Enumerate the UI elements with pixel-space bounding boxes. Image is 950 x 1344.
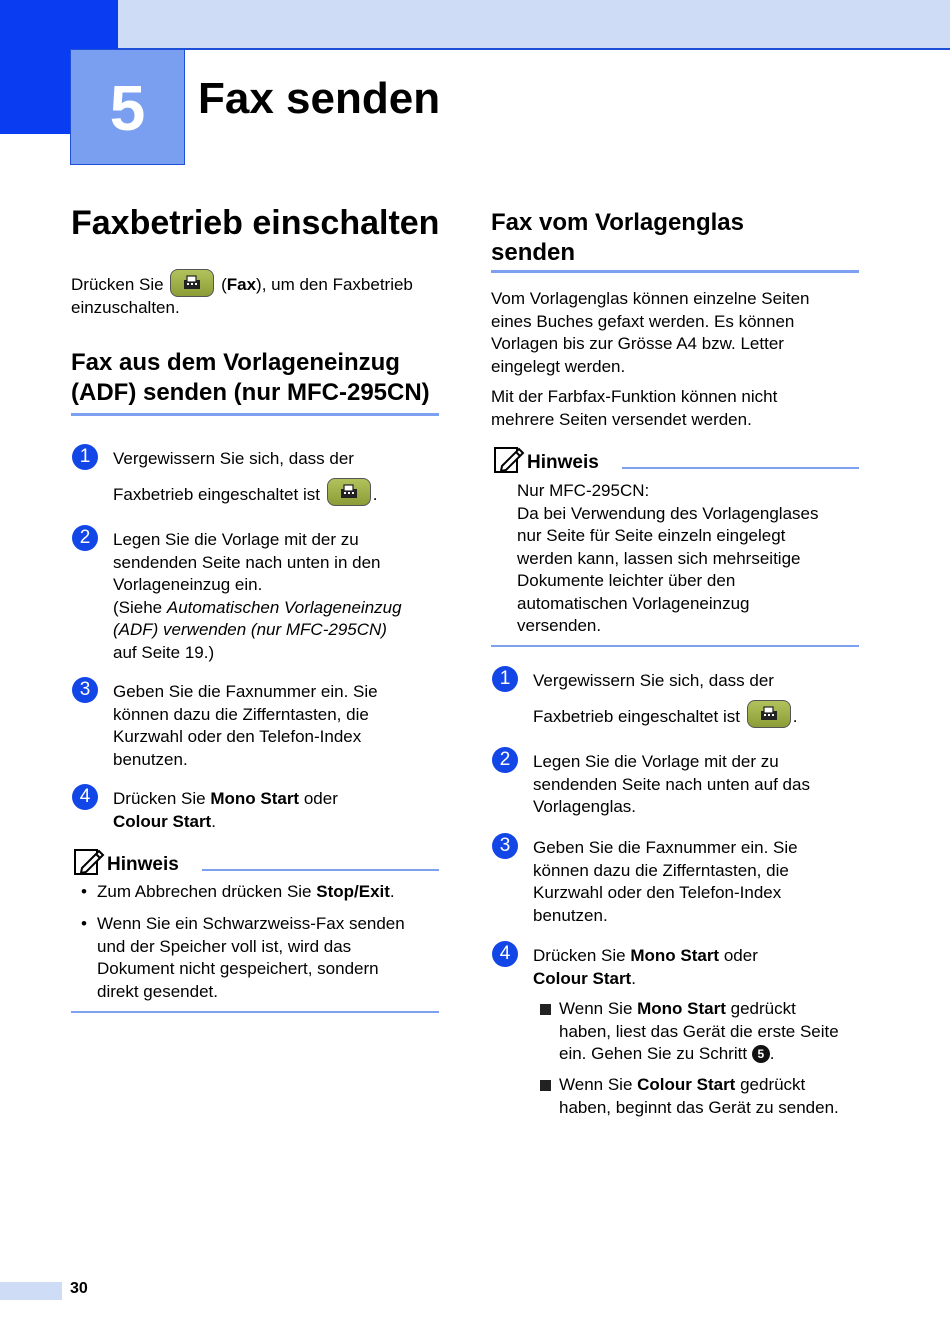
- page-number: 30: [70, 1280, 88, 1297]
- step-number: 3: [492, 833, 518, 859]
- intro-paragraph: Drücken Sie (Fax), um den Faxbetrieb einzuschalten.: [71, 274, 439, 319]
- step-number: 4: [492, 941, 518, 967]
- step-number: 1: [492, 666, 518, 692]
- note-body: Nur MFC-295CN: Da bei Verwendung des Vorlagenglases nur Seite für Seite einzeln eingelegt werden kann, lassen sich mehrseitige Dokumente leichter über den automatischen Vorlageneinzug versenden.: [517, 481, 819, 635]
- note-pencil-icon: [493, 444, 525, 474]
- note-end-rule: [491, 645, 859, 647]
- heading-rule: [491, 270, 859, 273]
- chapter-number: 5: [70, 49, 185, 165]
- step-number: 3: [72, 677, 98, 703]
- note-rule: [622, 467, 859, 469]
- paragraph: Mit der Farbfax-Funktion können nicht mehrere Seiten versendet werden.: [491, 387, 778, 429]
- note-title: Hinweis: [527, 452, 599, 473]
- header-bar: [118, 0, 950, 48]
- header-rule: [118, 48, 950, 50]
- section-heading: Faxbetrieb einschalten: [71, 204, 440, 242]
- note-bullet: • Zum Abbrechen drücken Sie Stop/Exit.: [81, 882, 395, 901]
- fax-button-icon: [747, 700, 791, 728]
- note-rule: [202, 869, 439, 871]
- adf-heading: Fax aus dem Vorlageneinzug (ADF) senden (nur MFC-295CN): [71, 349, 430, 406]
- step-text: Geben Sie die Faxnummer ein. Sie können dazu die Zifferntasten, die Kurzwahl oder den Telefon-Index benutzen.: [113, 682, 378, 769]
- step-text: Drücken Sie Mono Start oder Colour Start.: [533, 946, 758, 988]
- fax-button-icon: [170, 269, 214, 297]
- page-number-bar: [0, 1282, 62, 1300]
- step-text: Drücken Sie Mono Start oder Colour Start.: [113, 789, 338, 831]
- square-bullet-icon: [540, 1004, 551, 1015]
- step-text: Geben Sie die Faxnummer ein. Sie können dazu die Zifferntasten, die Kurzwahl oder den Telefon-Index benutzen.: [533, 838, 798, 925]
- square-bullet-icon: [540, 1080, 551, 1091]
- note-pencil-icon: [73, 846, 105, 876]
- step-number: 4: [72, 784, 98, 810]
- note-bullet: • Wenn Sie ein Schwarzweiss-Fax senden und der Speicher voll ist, wird das Dokument nicht gespeichert, sondern direkt gesendet.: [81, 914, 405, 1001]
- step-text: Legen Sie die Vorlage mit der zu sendenden Seite nach unten in den Vorlageneinzug ein. (Siehe Automatischen Vorlageneinzug (ADF) verwenden (nur MFC-295CN) auf Seite 19.): [113, 530, 402, 662]
- fax-button-icon: [327, 478, 371, 506]
- note-end-rule: [71, 1011, 439, 1013]
- cross-reference-link[interactable]: Automatischen Vorlageneinzug: [166, 597, 402, 617]
- sub-bullet: Wenn Sie Mono Start gedrückt haben, liest das Gerät die erste Seite ein. Gehen Sie zu Schritt 5 .: [540, 998, 859, 1066]
- note-title: Hinweis: [107, 854, 179, 875]
- paragraph: Vom Vorlagenglas können einzelne Seiten eines Buches gefaxt werden. Es können Vorlagen bis zur Grösse A4 bzw. Letter eingelegt werden.: [491, 289, 810, 376]
- sub-bullet: Wenn Sie Colour Start gedrückt haben, beginnt das Gerät zu senden.: [540, 1074, 859, 1119]
- step-number: 2: [72, 525, 98, 551]
- step-text: Legen Sie die Vorlage mit der zu sendenden Seite nach unten auf das Vorlagenglas.: [533, 752, 810, 816]
- step-text: Vergewissern Sie sich, dass der Faxbetrieb eingeschaltet ist .: [113, 448, 439, 506]
- chapter-title: Fax senden: [198, 74, 441, 123]
- step-number: 1: [72, 444, 98, 470]
- heading-rule: [71, 413, 439, 416]
- step-reference-badge[interactable]: 5: [752, 1045, 770, 1063]
- step-text: Vergewissern Sie sich, dass der Faxbetrieb eingeschaltet ist .: [533, 670, 859, 728]
- glass-heading: Fax vom Vorlagenglas senden: [491, 209, 744, 266]
- step-number: 2: [492, 747, 518, 773]
